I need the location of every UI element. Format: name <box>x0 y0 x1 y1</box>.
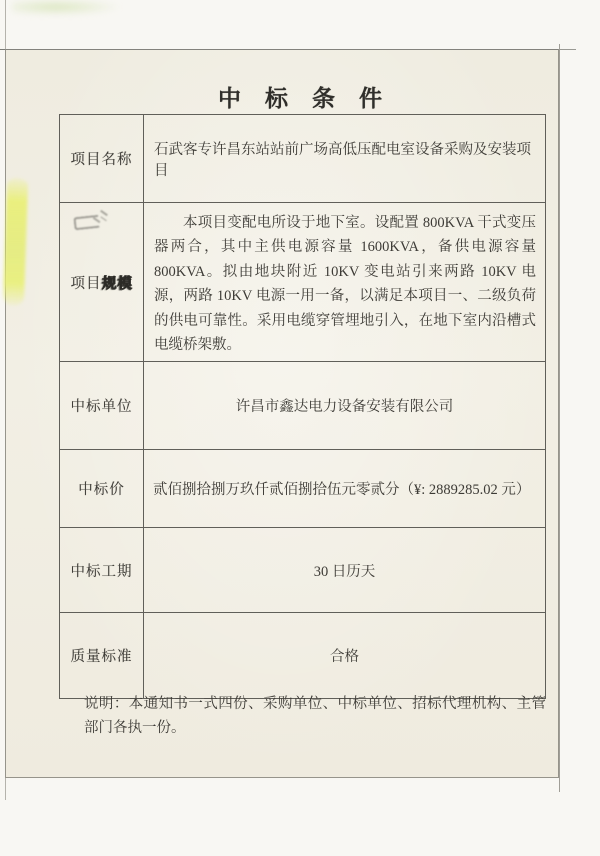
green-smudge-mark <box>12 0 122 16</box>
row-label-project-scale: 项目规模 <box>60 203 144 362</box>
project-scale-paragraph: 本项目变配电所设于地下室。设配置 800KVA 干式变压器两合，其中主供电源容量 1600KVA，备供电源容量 800KVA。拟由地块附近 10KV 变电站引来两路 10KV 电源，两路 10KV 电源一用一备，以满足本项目一、二级负荷的供电可靠性。采用电缆穿管埋地引入，在地下室内沿槽式电缆桥架敷。 <box>154 215 536 354</box>
winning-bidder-value: 许昌市鑫达电力设备安装有限公司 <box>144 362 546 450</box>
row-label-bid-price: 中标价 <box>60 450 144 528</box>
document-title: 中标条件 <box>218 86 406 111</box>
table-row <box>60 613 546 699</box>
paper-right-edge <box>559 44 560 792</box>
row-label-quality-standard: 质量标准 <box>60 613 144 699</box>
construction-period-value: 30 日历天 <box>144 528 546 613</box>
project-scale-value <box>144 203 546 362</box>
table-row <box>60 203 546 362</box>
table-row <box>60 115 546 203</box>
quality-standard-value: 合格 <box>144 613 546 699</box>
row-label-construction-period: 中标工期 <box>60 528 144 613</box>
footer-note: 说明：本通知书一式四份、采购单位、中标单位、招标代理机构、主管部门各执一份。 <box>84 696 546 736</box>
bid-conditions-table <box>59 114 546 699</box>
table-row <box>60 362 546 450</box>
yellow-highlighter-mark <box>3 178 28 307</box>
document-page <box>5 49 559 778</box>
smudged-characters: 规模 <box>101 275 133 292</box>
table-row <box>60 528 546 613</box>
row-label-project-name: 项目名称 <box>60 115 144 203</box>
table-row <box>60 450 546 528</box>
row-label-winning-bidder: 中标单位 <box>60 362 144 450</box>
bid-price-value: 贰佰捌拾捌万玖仟贰佰捌拾伍元零贰分（¥: 2889285.02 元） <box>144 450 546 528</box>
project-name-value: 石武客专许昌东站站前广场高低压配电室设备采购及安装项目 <box>144 115 546 203</box>
